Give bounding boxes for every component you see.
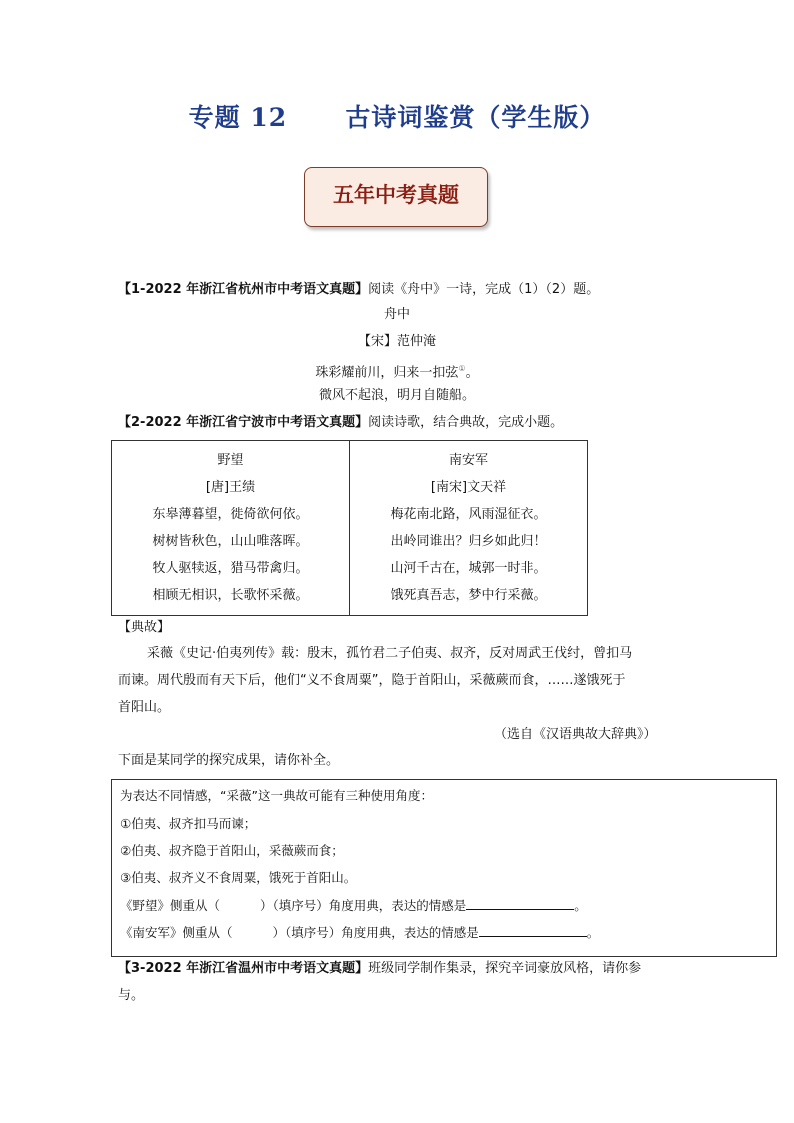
- fill1-answer-blank[interactable]: [466, 896, 574, 910]
- fill2-end: 。: [586, 925, 600, 940]
- task-instruction: 下面是某同学的探究成果，请你补全。: [118, 753, 340, 768]
- poem-a-line: 树树皆秋色，山山唯落晖。: [152, 534, 309, 549]
- poems-table: [111, 440, 588, 616]
- q2-prompt: 阅读诗歌，结合典故，完成小题。: [368, 415, 564, 430]
- box-item-2: ②伯夷、叔齐隐于首阳山，采薇蕨而食；: [120, 843, 344, 858]
- fill2-answer-blank[interactable]: [479, 923, 587, 937]
- footnote-marker: ①: [458, 364, 466, 373]
- q2-header: [118, 414, 563, 432]
- poem-b-line: 山河千古在，城郭一时非。: [390, 561, 547, 576]
- q1-prompt: 阅读《舟中》一诗，完成（1）（2）题。: [368, 282, 600, 297]
- poem-b-line: 出岭同谁出？归乡如此归！: [390, 534, 547, 549]
- poem-a-line: 相顾无相识，长歌怀采薇。: [152, 588, 309, 603]
- page-title: 专题 12 古诗词鉴赏（学生版）: [188, 103, 606, 132]
- allusion-text-3: 首阳山。: [118, 700, 171, 715]
- poem-b-line: 饿死真吾志，梦中行采薇。: [390, 588, 547, 603]
- q3-prompt: 班级同学制作集录，探究辛词豪放风格，请你参: [368, 961, 642, 976]
- poem-b-author: [南宋]文天祥: [430, 480, 507, 495]
- q3-source: 【3-2022 年浙江省温州市中考语文真题】: [118, 961, 369, 976]
- poem-b-cell: [350, 441, 588, 616]
- poem-a-author: [唐]王绩: [205, 480, 256, 495]
- allusion-source: （选自《汉语典故大辞典》）: [494, 727, 657, 742]
- fill-line-2: [120, 923, 599, 941]
- q1-poem-line1: [0, 360, 794, 382]
- poem-b-title: 南安军: [448, 453, 488, 468]
- allusion-text-1: 采薇《史记·伯夷列传》载：殷末，孤竹君二子伯夷、叔齐，反对周武王伐纣，曾扣马: [147, 646, 633, 661]
- fill2-middle: ）（填序号）角度用典，表达的情感是: [272, 925, 479, 940]
- q1-line1-text: 珠彩耀前川，归来一扣弦: [315, 365, 459, 381]
- fill-line-1: [120, 896, 587, 914]
- q1-line1-end: 。: [465, 365, 479, 381]
- exploration-box: [111, 779, 777, 957]
- q3-prompt-cont: 与。: [118, 988, 145, 1003]
- allusion-text-2: 而谏。周代殷而有天下后，他们“义不食周粟”，隐于首阳山，采薇蕨而食，……遂饿死于: [118, 673, 626, 688]
- box-intro: 为表达不同情感，“采薇”这一典故可能有三种使用角度：: [120, 788, 433, 803]
- q3-header: [118, 960, 641, 978]
- fill1-end: 。: [574, 898, 587, 913]
- q1-poem-author: 【宋】范仲淹: [357, 334, 436, 349]
- q1-poem-line2: 微风不起浪，明月自随船。: [318, 388, 475, 403]
- q1-header: [118, 281, 599, 299]
- fill1-middle: ）（填序号）角度用典，表达的情感是: [260, 898, 467, 913]
- box-item-3: ③伯夷、叔齐义不食周粟，饿死于首阳山。: [120, 870, 357, 885]
- q1-poem-title: 舟中: [383, 307, 410, 322]
- box-item-1: ①伯夷、叔齐扣马而谏；: [120, 816, 257, 831]
- allusion-label: 【典故】: [118, 620, 171, 635]
- q1-source: 【1-2022 年浙江省杭州市中考语文真题】: [118, 282, 369, 297]
- poem-a-cell: [112, 441, 350, 616]
- poem-b-line: 梅花南北路，风雨湿征衣。: [390, 507, 547, 522]
- poem-a-line: 牧人驱犊返，猎马带禽归。: [152, 561, 309, 576]
- poem-a-line: 东皋薄暮望，徙倚欲何依。: [152, 507, 309, 522]
- poem-a-title: 野望: [217, 453, 244, 468]
- fill2-prefix: 《南安军》侧重从（: [120, 925, 233, 940]
- section-badge: 五年中考真题: [304, 167, 488, 227]
- fill1-prefix: 《野望》侧重从（: [120, 898, 221, 913]
- q2-source: 【2-2022 年浙江省宁波市中考语文真题】: [118, 415, 369, 430]
